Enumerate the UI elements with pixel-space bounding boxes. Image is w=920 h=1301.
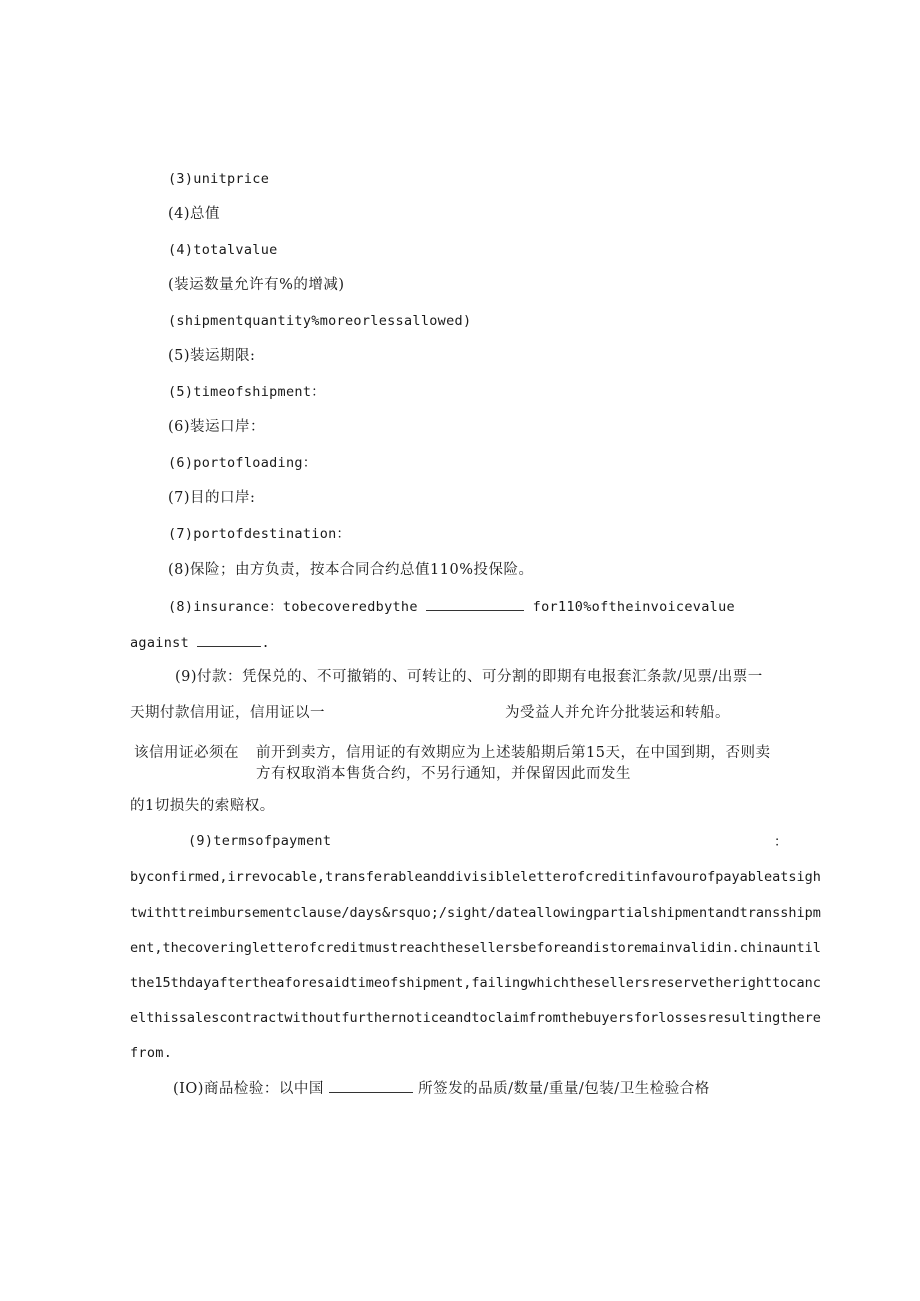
insurance-party-blank [426, 597, 524, 611]
payment-terms-line4: the15thdayaftertheaforesaidtimeofshipment,failingwhichthesellersreservetherighttocanc [130, 975, 821, 991]
item-9-payment-zh-line2-left: 天期付款信用证，信用证以一 [130, 705, 325, 721]
credit-arrival-label: 该信用证必须在 [134, 745, 239, 761]
credit-validity-line1: 前开到卖方，信用证的有效期应为上述装船期后第15天，在中国到期，否则卖 [256, 745, 771, 761]
shipment-quantity-note: (shipmentquantity%moreorlessallowed) [168, 313, 472, 329]
item-5-time-of-shipment: (5)timeofshipment： [168, 384, 326, 400]
item-9-payment-zh-line1: (9)付款：凭保兑的、不可撤销的、可转让的、可分割的即期有电报套汇条款/见票/出票一 [175, 669, 763, 685]
payment-terms-line3: ent,thecoveringletterofcreditmustreachthesellersbeforeandistoremainvalidin.chinauntil [130, 940, 821, 956]
item-8-insurance [168, 597, 735, 616]
item-4-total-value-zh: (4)总值 [168, 206, 221, 222]
item-5-time-of-shipment-zh: (5)装运期限: [168, 348, 256, 364]
item-10-inspection-zh [173, 1079, 710, 1098]
payment-terms-line2: twithttreimbursementclause/days&rsquo;/sight/dateallowingpartialshipmentandtransshipm [130, 905, 821, 921]
item-7-port-of-destination: (7)portofdestination： [168, 526, 351, 542]
item-7-port-of-destination-zh: (7)目的口岸: [168, 490, 256, 506]
shipment-quantity-note-zh: (装运数量允许有%的增减) [168, 277, 345, 293]
insurance-text-end: for110%oftheinvoicevalue [532, 599, 735, 615]
against-blank [197, 633, 261, 647]
inspection-authority-blank [329, 1079, 413, 1093]
against-period: . [261, 635, 270, 651]
payment-terms-line1: byconfirmed,irrevocable,transferableanddivisibleletterofcreditinfavourofpayableatsigh [130, 869, 821, 885]
inspection-text-start: (IO)商品检验：以中国 [173, 1081, 324, 1097]
against-text: against [130, 635, 189, 651]
insurance-against-line [130, 633, 270, 652]
claim-rights-line: 的1切损失的索赔权。 [130, 798, 275, 814]
payment-terms-line6: from. [130, 1045, 173, 1061]
insurance-text-start: (8)insurance：tobecoveredbythe [168, 599, 418, 615]
item-9-terms-of-payment: (9)termsofpayment [188, 833, 332, 849]
item-4-total-value: (4)totalvalue [168, 242, 278, 258]
item-6-port-of-loading: (6)portofloading： [168, 455, 317, 471]
item-6-port-of-loading-zh: (6)装运口岸： [168, 419, 266, 435]
payment-terms-line5: elthissalescontractwithoutfurthernoticeandtoclaimfromthebuyersforlossesresultingthere [130, 1010, 821, 1026]
credit-validity-line2: 方有权取消本售货合约，不另行通知，并保留因此而发生 [256, 766, 631, 782]
item-3-unit-price: (3)unitprice [168, 171, 270, 187]
inspection-text-end: 所签发的品质/数量/重量/包装/卫生检验合格 [418, 1081, 710, 1097]
item-8-insurance-zh: (8)保险；由方负责，按本合同合约总值110%投保险。 [168, 562, 534, 578]
terms-colon: ： [774, 834, 788, 850]
item-9-payment-zh-line2-right: 为受益人并允许分批装运和转船。 [505, 705, 730, 721]
